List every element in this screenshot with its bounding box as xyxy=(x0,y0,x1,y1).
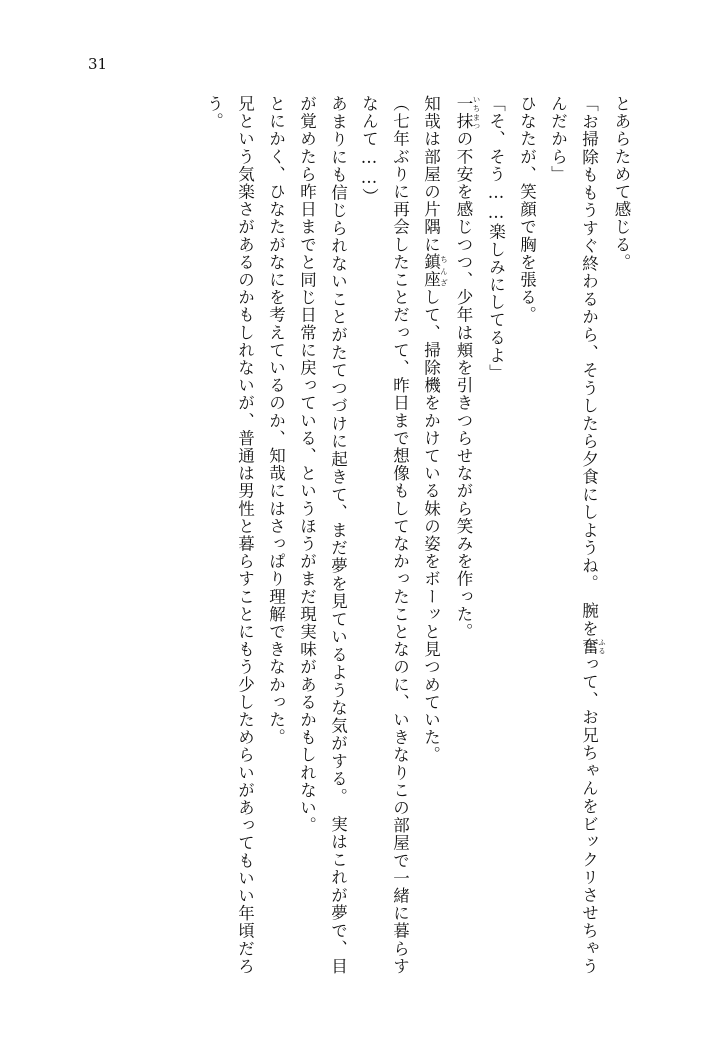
paragraph-6: 知哉は部屋の片隅に鎮座 ちんざして、掃除機をかけている妹の姿をボーッと見つめていた。 xyxy=(421,95,449,764)
paragraph-5: 一抹 いちまつの不安を感じつつ、少年は頬を引きつらせながら笑みを作った。 xyxy=(454,95,481,641)
ruby-chinza: 鎮座 ちんざ xyxy=(421,253,449,289)
ruby-ichimatsu: 一抹 いちまつ xyxy=(454,95,481,131)
paragraph-1: とあらためて感じる。 xyxy=(612,95,631,271)
page-text-body xyxy=(199,95,638,975)
paragraph-8: あまりにも信じられないことがたてつづけに起きて、まだ夢を見ているような気がする。 実はこれが夢で、目が覚めたら昨日までと同じ日常に戻っている、というほうがまだ現実味があるかもしれない。 xyxy=(297,95,348,975)
page-number: 31 xyxy=(88,55,108,73)
paragraph-7: （七年ぶりに再会したことだって、昨日まで想像もしてなかったことなのに、いきなりこの部屋で一緒に暮らすなんて……） xyxy=(359,95,410,975)
paragraph-2: 「お掃除ももうすぐ終わるから、そうしたら夕食にしようね。 腕を奮 ふるって、お兄ちゃんをビックリさせちゃうんだから」 xyxy=(548,95,607,975)
paragraph-10: 兄という気楽さがあるのかもしれないが、普通は男性と暮らすことにもう少しためらいがあってもいい年頃だろう。 xyxy=(204,95,255,975)
paragraph-3: ひなたが、笑顔で胸を張る。 xyxy=(517,95,537,324)
ruby-furu: 奮 ふる xyxy=(579,637,607,656)
paragraph-9: とにかく、ひなたがなにを考えているのか、知哉にはさっぱり理解できなかった。 xyxy=(266,95,286,747)
paragraph-4: 「そ、そう……楽しみにしてるよ」 xyxy=(486,95,506,382)
